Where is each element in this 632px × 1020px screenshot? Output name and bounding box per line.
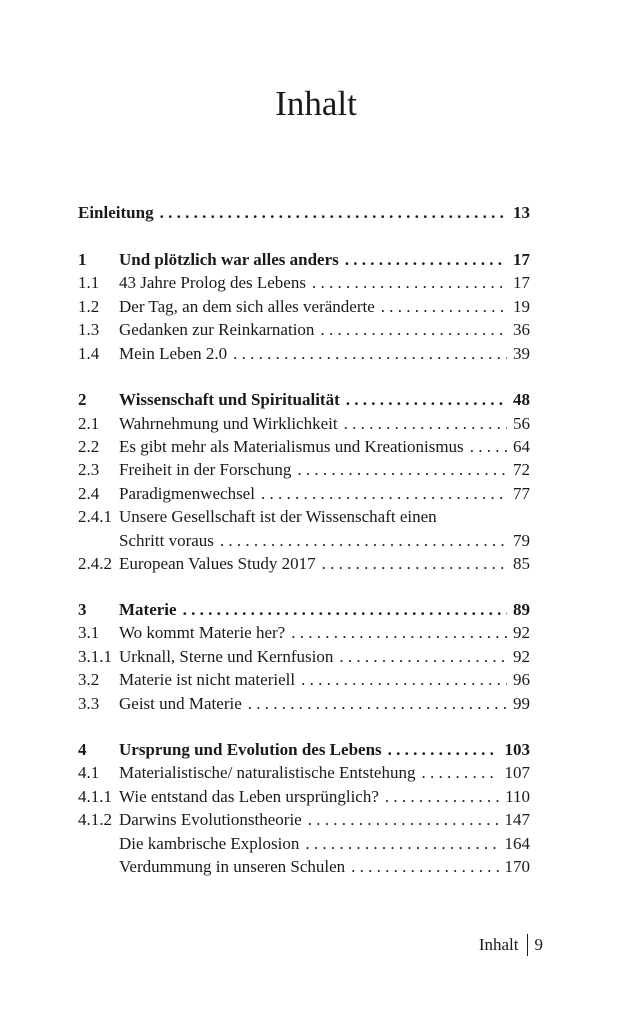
toc-entry: [78, 833, 530, 855]
toc-entry: [78, 272, 530, 294]
toc-entry-label: Paradigmenwechsel: [119, 484, 255, 503]
toc-entry-label: Darwins Evolutionstheorie: [119, 810, 302, 829]
toc-entry-page: 77: [513, 484, 530, 503]
leader-dots: [340, 389, 507, 411]
toc-entry-number: 3.1.1: [78, 647, 112, 666]
toc-entry: [78, 786, 530, 808]
toc-entry-label: Wie entstand das Leben ursprünglich?: [119, 787, 379, 806]
toc-entry-label: Einleitung: [78, 203, 154, 222]
leader-dots: [375, 296, 507, 318]
toc-entry-label: Wo kommt Materie her?: [119, 623, 286, 642]
toc-entry-label: Freiheit in der Forschung: [119, 460, 292, 479]
toc-entry-label: Materie: [119, 600, 177, 619]
toc-entry-label: Und plötzlich war alles anders: [119, 250, 339, 269]
toc-entry-label: Wahrnehmung und Wirklichkeit: [119, 414, 338, 433]
toc-entry-label: Unsere Gesellschaft ist der Wissenschaft einen: [119, 507, 437, 526]
leader-dots: [291, 459, 507, 481]
toc-entry-number: 1: [78, 250, 87, 269]
leader-dots: [295, 669, 507, 691]
toc-entry-label: Materie ist nicht materiell: [119, 670, 296, 689]
leader-dots: [382, 739, 499, 761]
toc-entry-page: 170: [504, 857, 530, 876]
toc-entry-number: 2.4.2: [78, 554, 112, 573]
toc-entry-page: 164: [504, 834, 530, 853]
toc-entry-label: Materialistische/ naturalistische Entstehung: [119, 763, 416, 782]
toc-entry-label: Ursprung und Evolution des Lebens: [119, 740, 382, 759]
leader-dots: [314, 319, 507, 341]
toc-entry-page: 99: [513, 694, 530, 713]
toc-entry-number: 2.1: [78, 414, 100, 433]
toc-entry-page: 72: [513, 460, 530, 479]
toc-entry-page: 96: [513, 670, 530, 689]
toc-entry: [78, 249, 530, 271]
toc-entry: [78, 646, 530, 668]
toc-entry-number: 1.3: [78, 320, 100, 339]
toc-entry-label: Die kambrische Explosion: [119, 834, 300, 853]
toc-entry-label: Der Tag, an dem sich alles veränderte: [119, 297, 375, 316]
toc-entry-number: 2.2: [78, 437, 100, 456]
footer-label: Inhalt: [478, 935, 519, 954]
toc-entry-page: 56: [513, 414, 530, 433]
toc-entry-number: 2.4: [78, 484, 100, 503]
toc-entry-number: 1.4: [78, 344, 100, 363]
toc-entry-page: 19: [513, 297, 530, 316]
toc-entry-number: 4: [78, 740, 87, 759]
toc-entry-label: Mein Leben 2.0: [119, 344, 228, 363]
toc-entry-page: 39: [513, 344, 530, 363]
toc-entry-page: 107: [504, 763, 530, 782]
footer-separator: [527, 934, 528, 956]
leader-dots: [464, 436, 507, 458]
toc-entry: [78, 693, 530, 715]
toc-entry-label: Urknall, Sterne und Kernfusion: [119, 647, 334, 666]
toc-entry: [78, 413, 530, 435]
toc-entry-number: 3.3: [78, 694, 100, 713]
toc-entry-page: 79: [513, 531, 530, 550]
toc-entry-number: 2.4.1: [78, 507, 112, 526]
toc-entry-page: 89: [513, 600, 530, 619]
leader-dots: [306, 272, 507, 294]
leader-dots: [338, 413, 507, 435]
toc-entry-number: 3.1: [78, 623, 100, 642]
toc-entry-label: Gedanken zur Reinkarnation: [119, 320, 315, 339]
toc-entry-number: 4.1: [78, 763, 100, 782]
leader-dots: [299, 833, 498, 855]
toc-entry-page: 13: [513, 203, 530, 222]
toc-entry: [78, 669, 530, 691]
leader-dots: [415, 762, 498, 784]
toc-entry-page: 92: [513, 647, 530, 666]
leader-dots: [214, 530, 507, 552]
toc-entry-number: 2.3: [78, 460, 100, 479]
toc-entry: [78, 530, 530, 552]
toc-entry-label: Schritt voraus: [119, 531, 214, 550]
leader-dots: [255, 483, 507, 505]
leader-dots: [285, 622, 507, 644]
toc-entry: [78, 343, 530, 365]
toc-entry: [78, 483, 530, 505]
toc-entry: [78, 319, 530, 341]
toc-entry: [78, 856, 530, 878]
toc-entry-label: Geist und Materie: [119, 694, 242, 713]
toc-entry: [78, 202, 530, 224]
leader-dots: [316, 553, 507, 575]
toc-entry-label: Wissenschaft und Spiritualität: [119, 390, 340, 409]
page-title: Inhalt: [275, 84, 357, 123]
toc-entry: [78, 389, 530, 411]
toc-entry-page: 85: [513, 554, 530, 573]
toc-entry-number: 1.2: [78, 297, 100, 316]
toc-entry-page: 92: [513, 623, 530, 642]
leader-dots: [177, 599, 507, 621]
toc-entry: [78, 622, 530, 644]
leader-dots: [302, 809, 499, 831]
toc-entry-label: Es gibt mehr als Materialismus und Kreationismus: [119, 437, 464, 456]
toc-entry-number: 4.1.2: [78, 810, 112, 829]
running-footer: [479, 934, 543, 956]
leader-dots: [154, 202, 507, 224]
toc-entry-label: Verdummung in unseren Schulen: [119, 857, 346, 876]
toc-entry: [78, 553, 530, 575]
leader-dots: [227, 343, 507, 365]
toc-entry-label: 43 Jahre Prolog des Lebens: [119, 273, 306, 292]
toc-entry-number: 2: [78, 390, 87, 409]
toc-entry: [78, 459, 530, 481]
toc-entry-page: 17: [513, 250, 530, 269]
toc-entry-number: 3: [78, 600, 87, 619]
toc-entry-page: 17: [513, 273, 530, 292]
page-number: 9: [534, 935, 543, 954]
toc-entry: [78, 762, 530, 784]
leader-dots: [242, 693, 507, 715]
toc-entry: [78, 739, 530, 761]
toc-entry-number: 4.1.1: [78, 787, 112, 806]
leader-dots: [379, 786, 499, 808]
toc-entry-page: 147: [504, 810, 530, 829]
toc-entry: [78, 809, 530, 831]
toc-entry-number: 3.2: [78, 670, 100, 689]
toc-entry-page: 103: [504, 740, 530, 759]
toc-entry: [78, 506, 530, 528]
toc-entry-page: 110: [505, 787, 530, 806]
leader-dots: [333, 646, 507, 668]
toc-entry: [78, 599, 530, 621]
toc-entry: [78, 436, 530, 458]
toc-entry-number: 1.1: [78, 273, 100, 292]
toc-entry-page: 36: [513, 320, 530, 339]
toc-entry-page: 48: [513, 390, 530, 409]
leader-dots: [345, 856, 498, 878]
leader-dots: [339, 249, 507, 271]
toc-entry-label: European Values Study 2017: [119, 554, 316, 573]
toc-entry: [78, 296, 530, 318]
toc-entry-page: 64: [513, 437, 530, 456]
